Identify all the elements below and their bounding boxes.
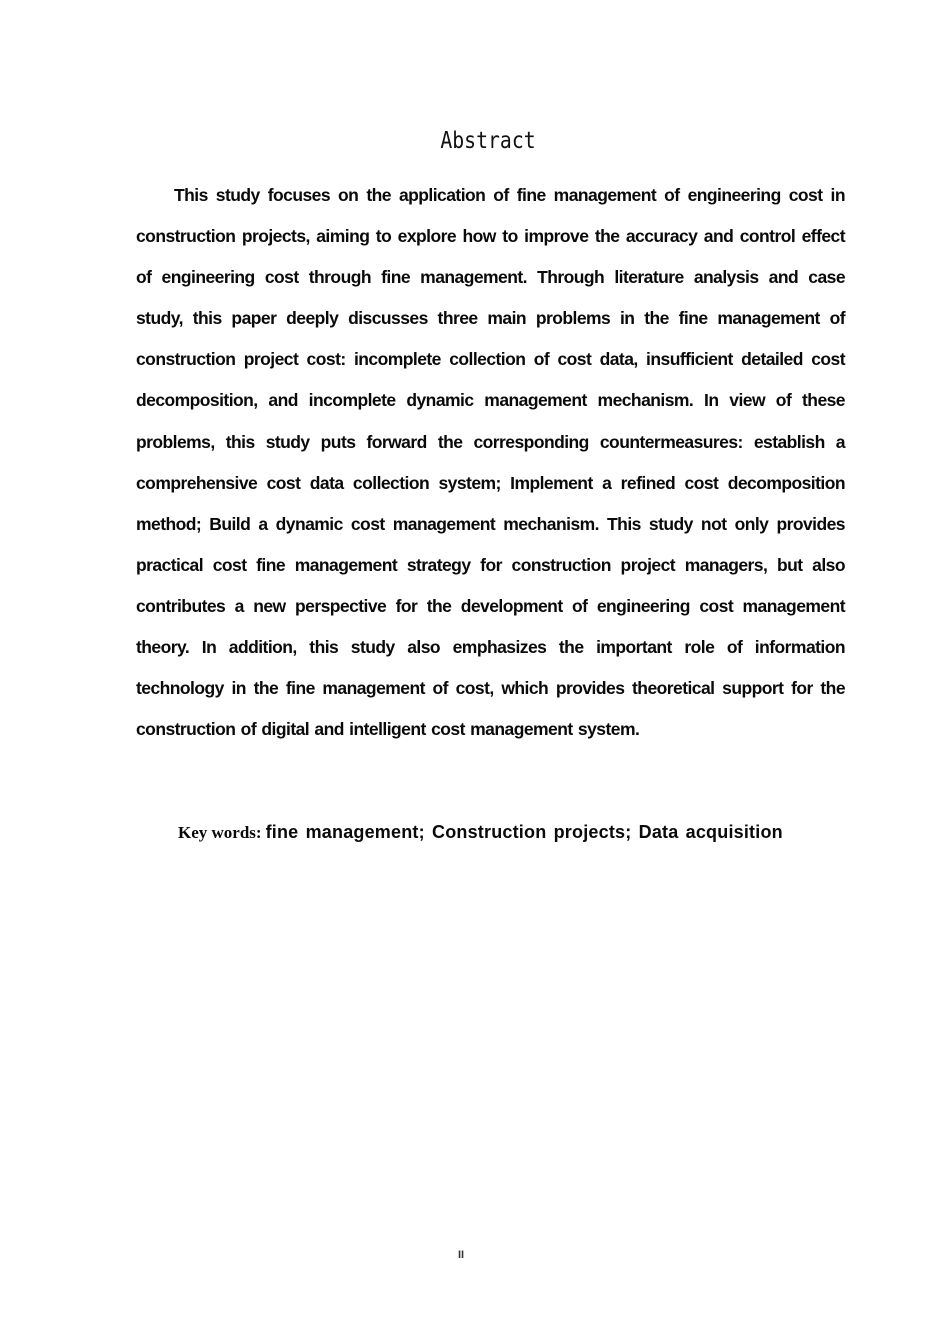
keywords-label: Key words:: [178, 823, 262, 842]
abstract-body: [136, 175, 845, 750]
keywords-text: fine management; Construction projects; Data acquisition: [265, 822, 783, 842]
page-number: II: [457, 1249, 465, 1261]
abstract-paragraph: This study focuses on the application of fine management of engineering cost in construction projects, aiming to explore how to improve the accuracy and control effect of engineering cost through fine management. Through literature analysis and case study, this paper deeply discusses three main problems in the fine management of construction project cost: incomplete collection of cost data, insufficient detailed cost decomposition, and incomplete dynamic management mechanism. In view of these problems, this study puts forward the corresponding countermeasures: establish a comprehensive cost data collection system; Implement a refined cost decomposition method; Build a dynamic cost management mechanism. This study not only provides practical cost fine management strategy for construction project managers, but also contributes a new perspective for the development of engineering cost management theory. In addition, this study also emphasizes the important role of information technology in the fine management of cost, which provides theoretical support for the construction of digital and intelligent cost management system.: [136, 185, 845, 740]
abstract-title: Abstract: [440, 128, 536, 154]
keywords-line: [178, 822, 783, 843]
